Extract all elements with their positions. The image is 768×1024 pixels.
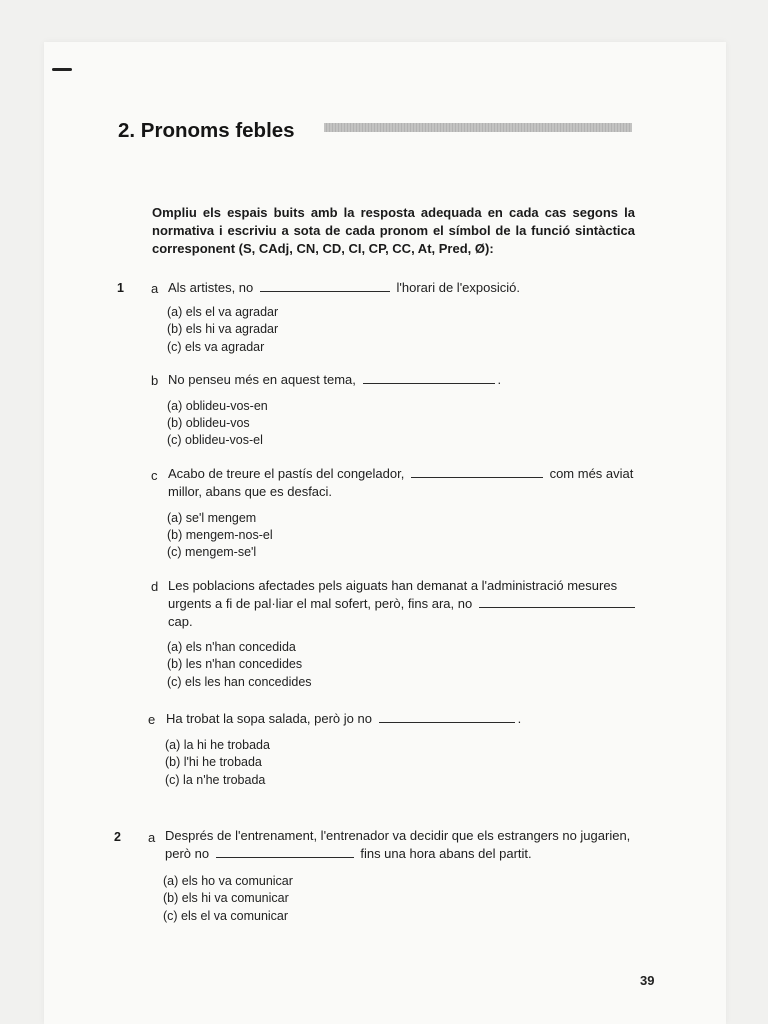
- question-text-after: com més aviat: [549, 466, 634, 481]
- item-letter: a: [151, 281, 159, 296]
- item-letter: d: [151, 579, 159, 594]
- question-text-before: No penseu més en aquest tema,: [168, 372, 356, 387]
- option-item: (c) els va agradar: [167, 340, 265, 354]
- question-text-after: .: [497, 372, 502, 387]
- answer-blank: [260, 279, 390, 292]
- instructions-text: Ompliu els espais buits amb la resposta adequada en cada cas segons la normativa i escriviu a sota de cada pronom el símbol de la funció sintàctica corresponent (S, CAdj, CN, CD, CI, CP, CC, At, Pred, Ø):: [152, 205, 635, 256]
- option-item: (b) les n'han concedides: [167, 657, 303, 671]
- answer-blank: [216, 845, 354, 858]
- option-item: (c) mengem-se'l: [167, 545, 257, 559]
- item-letter: b: [151, 373, 159, 388]
- answer-blank: [379, 710, 515, 723]
- exercise-number: 1: [117, 281, 124, 295]
- option-item: (a) la hi he trobada: [165, 738, 270, 752]
- question-2a-line1: Després de l'entrenament, l'entrenador va decidir que els estrangers no jugarien,: [165, 828, 631, 843]
- question-text-before: urgents a fi de pal·liar el mal sofert, però, fins ara, no: [168, 596, 473, 611]
- question-1e: [166, 710, 521, 728]
- question-text-after: l'horari de l'exposició.: [396, 280, 520, 295]
- question-1c: [168, 465, 633, 483]
- option-item: (b) mengem-nos-el: [167, 528, 273, 542]
- option-item: (b) els hi va comunicar: [163, 891, 289, 905]
- question-1c-line2: millor, abans que es desfaci.: [168, 484, 333, 499]
- option-item: (c) els el va comunicar: [163, 909, 289, 923]
- question-text-before: Als artistes, no: [168, 280, 254, 295]
- option-item: (a) els el va agradar: [167, 305, 279, 319]
- option-item: (a) se'l mengem: [167, 511, 257, 525]
- question-2a-line2: [165, 845, 532, 863]
- question-1b: [168, 371, 501, 389]
- question-1a: [168, 279, 520, 297]
- item-letter: e: [148, 712, 156, 727]
- question-1d-line2: [168, 595, 638, 613]
- answer-blank: [411, 465, 543, 478]
- answer-blank: [479, 595, 635, 608]
- worksheet-page: [44, 42, 726, 1024]
- section-title: 2. Pronoms febles: [118, 119, 295, 142]
- question-text-before: però no: [165, 846, 210, 861]
- option-item: (b) els hi va agradar: [167, 322, 279, 336]
- option-item: (c) la n'he trobada: [165, 773, 266, 787]
- option-item: (a) els n'han concedida: [167, 640, 296, 654]
- exercise-number: 2: [114, 830, 121, 844]
- option-item: (c) els les han concedides: [167, 675, 312, 689]
- title-decoration-bar: [324, 123, 632, 132]
- page-number: 39: [640, 973, 655, 988]
- question-text-before: Acabo de treure el pastís del congelador,: [168, 466, 405, 481]
- question-text-after: fins una hora abans del partit.: [360, 846, 532, 861]
- item-letter: c: [151, 468, 158, 483]
- option-item: (b) oblideu-vos: [167, 416, 250, 430]
- margin-dash-mark: [52, 68, 72, 71]
- question-1d-line3: cap.: [168, 614, 193, 629]
- question-text-after: .: [517, 711, 522, 726]
- option-item: (a) oblideu-vos-en: [167, 399, 268, 413]
- question-text-before: Ha trobat la sopa salada, però jo no: [166, 711, 372, 726]
- option-item: (b) l'hi he trobada: [165, 755, 262, 769]
- answer-blank: [363, 371, 495, 384]
- item-letter: a: [148, 830, 156, 845]
- option-item: (a) els ho va comunicar: [163, 874, 293, 888]
- question-1d-line1: Les poblacions afectades pels aiguats han demanat a l'administració mesures: [168, 578, 618, 593]
- option-item: (c) oblideu-vos-el: [167, 433, 263, 447]
